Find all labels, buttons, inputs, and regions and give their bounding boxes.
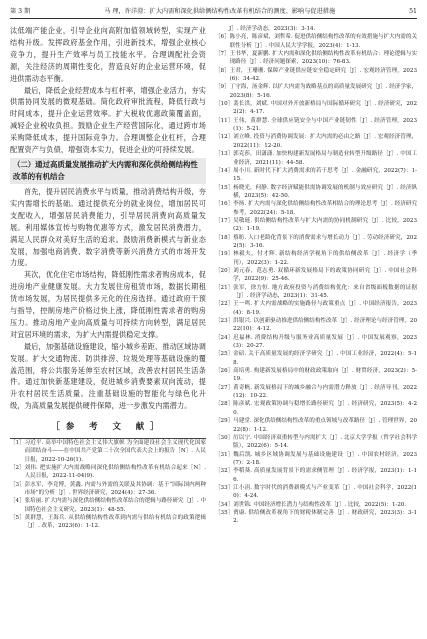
reference-text: 厉以宁. 中国经济双重转型与内需扩大［J］. 北京大学学报（哲学社会科学版），2022(6)：5-14. bbox=[233, 434, 417, 450]
reference-text: 江小涓. 数字时代的消费新模式与产业变革［J］. 中国社会科学，2022(10)：4-24. bbox=[233, 484, 417, 500]
reference-item bbox=[215, 234, 417, 251]
reference-number: ［9］ bbox=[215, 84, 230, 91]
reference-text: 王君，王珊珊. 保障产业链供应链安全稳定研究［J］. 宏观经济管理，2023(6)：34-42. bbox=[229, 67, 417, 83]
reference-number: ［3］ bbox=[10, 481, 25, 488]
page-number: 51 bbox=[409, 8, 417, 15]
reference-item bbox=[215, 467, 417, 484]
reference-text: 蔡昉. 人口老龄化背景下的消费需求与增长动力［J］. 劳动经济研究，2022(5)：3-16. bbox=[233, 234, 417, 249]
reference-text: 彭水军，李竞博，黄鑫. 内需与外需的关联及其协调：基于“国际国内两种市场”的分析［J］. 世界经济研究，2024(4)：27-36. bbox=[24, 481, 206, 496]
reference-item bbox=[215, 250, 417, 267]
reference-number: ［5］ bbox=[10, 514, 25, 521]
reference-number: ［27］ bbox=[215, 384, 234, 391]
paragraph: 其次，优化住宅市场结构，降低刚性需求者购房成本，促进房地产业健康发展。大力发展住房租赁市场，数据长期租赁市场发展，为居民提供多元化的住房选择。通过政府干预与指导，控制房地产价格过快上涨，降低刚性需求者的购房压力。推动房地产业向高质量与可持续方向转型，满足居民对宜居环境的需求，为扩大内需提供稳定支撑。 bbox=[10, 270, 206, 339]
reference-number: ［2］ bbox=[10, 465, 25, 472]
reference-item bbox=[10, 481, 206, 498]
reference-item bbox=[215, 217, 417, 234]
reference-number: ［35］ bbox=[215, 509, 234, 516]
reference-item bbox=[10, 464, 206, 481]
reference-text: 丁守海，汤金辉. 以扩大内需为战略基点的高质量发展研究［J］. 经济学家，2023(8)：5-16. bbox=[229, 84, 417, 99]
reference-item bbox=[215, 83, 417, 100]
reference-number bbox=[215, 25, 229, 33]
reference-text: 金碚. 关于高质量发展的经济学研究［J］. 中国工业经济，2022(4)：5-18. bbox=[233, 351, 417, 366]
left-column bbox=[10, 25, 206, 530]
references-title: ［参 考 文 献］ bbox=[51, 421, 165, 432]
reference-text: 李扬. 扩大内需与深化供给侧结构性改革相结合的理论思考［J］. 经济研究参考，2022(24)：5-18. bbox=[233, 201, 417, 216]
reference-number: ［18］ bbox=[215, 234, 234, 241]
reference-item bbox=[215, 367, 417, 384]
reference-item bbox=[215, 417, 417, 434]
reference-item bbox=[10, 497, 206, 514]
reference-item bbox=[215, 200, 417, 217]
reference-text: 洪银兴. 以创新驱动推进供给侧结构性改革［J］. 经济理论与经济管理，2022(10)：4-12. bbox=[233, 318, 417, 333]
paragraph: 汰低端产能企业，引导企业向高附加值领域转型，实现产业结构升级。发挥政府基金作用，引进新技术，增强企业核心竞争力，提升生产效率与员工技能水平。合理调配社会资源，关注经济的周期性变化，营造良好的企业运营环境，促进供需动态平衡。 bbox=[10, 26, 206, 83]
reference-text: 周小川. 新时代下扩大消费需求的若干思考［J］. 金融研究，2022(7)：1-15. bbox=[233, 167, 417, 183]
header-rule bbox=[10, 18, 417, 19]
reference-item bbox=[215, 350, 417, 367]
reference-number: ［1］ bbox=[10, 440, 25, 447]
reference-text: 黄奇帆. 新发展格局下的城乡融合与内需潜力释放［J］. 经济导刊，2022(12)：10-22. bbox=[233, 384, 417, 400]
references-list-left bbox=[10, 439, 206, 530]
reference-item bbox=[10, 439, 206, 464]
reference-text: 杨晓光，何静. 数字经济赋能供需协调发展的机制与效应研究［J］. 经济纵横，2023(5)：42-50. bbox=[233, 184, 417, 199]
reference-text: 王一鸣. 扩大内需战略的实施路径与政策重点［J］. 中国经济报告，2023(4)：8-19. bbox=[233, 301, 417, 316]
reference-item bbox=[215, 284, 417, 301]
reference-number: ［13］ bbox=[215, 151, 234, 158]
reference-item bbox=[215, 300, 417, 317]
section-subheading: （二）通过高质量发展推动扩大内需和深化供给侧结构性改革的有机结合 bbox=[10, 158, 206, 184]
reference-item bbox=[215, 67, 417, 84]
reference-item bbox=[215, 384, 417, 401]
reference-text: 郭克莎，田潇潇. 加快构建新发展格局与制造业转型升级路径［J］. 中国工业经济，2021(11)：44-58. bbox=[233, 151, 417, 166]
reference-item bbox=[10, 514, 206, 531]
reference-number: ［12］ bbox=[215, 134, 234, 141]
reference-number: ［28］ bbox=[215, 401, 234, 408]
reference-number: ［32］ bbox=[215, 468, 234, 475]
reference-item bbox=[215, 267, 417, 284]
reference-text: 刘元春，范志勇. 双循环新发展格局下的政策协同研究［J］. 中国社会科学，2022(9)：25-46. bbox=[233, 267, 417, 283]
right-column bbox=[215, 25, 417, 530]
reference-item bbox=[215, 317, 417, 334]
reference-number: ［14］ bbox=[215, 167, 234, 174]
reference-text: 习近平. 高举中国特色社会主义伟大旗帜 为全面建设社会主义现代化国家而团结奋斗——在中国共产党第二十次全国代表大会上的报告［N］. 人民日报，2022-10-26(1). bbox=[24, 440, 206, 463]
reference-text: 贾康. 供给侧改革视角下的财税体制完善［J］. 财政研究，2023(3)：3-12. bbox=[233, 509, 417, 525]
reference-number: ［31］ bbox=[215, 451, 234, 458]
reference-text: 裴长洪，刘斌. 中国对外开放新格局与国际循环研究［J］. 经济研究，2022(2)：4-17. bbox=[233, 101, 417, 116]
reference-text: 迟福林. 消费结构升级与服务业高质量发展［J］. 中国发展观察，2023(3)：20-27. bbox=[233, 334, 417, 350]
running-header bbox=[10, 6, 417, 17]
reference-number: ［7］ bbox=[215, 51, 230, 58]
reference-text: 黄群慧，王海兵. 从供给侧结构性改革到内需与供给有机结合的政策逻辑［J］. 改革，2023(6)：1-12. bbox=[24, 514, 206, 530]
reference-number: ［16］ bbox=[215, 201, 234, 208]
reference-item bbox=[215, 451, 417, 468]
reference-item bbox=[215, 133, 417, 150]
paragraph: 首先，提升居民消费水平与质量，推动消费结构升级，夯实内需增长的基础。通过提供充分的就业岗位，增加居民可支配收入，增强居民消费能力，引导居民消费向高质量发展。利用媒体宣传与购物优惠等方式，激发居民消费潜力，满足人民群众对美好生活的追求。鼓励消费新模式与新业态发展，加强电商消费、数字消费等新兴消费方式的市场开发力度。 bbox=[10, 186, 206, 268]
references-list-right bbox=[215, 25, 417, 526]
reference-number: ［24］ bbox=[215, 334, 234, 341]
reference-number: ［22］ bbox=[215, 301, 234, 308]
reference-text: 魏后凯. 城乡区域协调发展与基础设施建设［J］. 中国农村经济，2023(7)：2-18. bbox=[233, 451, 417, 466]
body-columns bbox=[10, 25, 417, 530]
reference-number: ［4］ bbox=[10, 498, 25, 505]
reference-item bbox=[215, 484, 417, 501]
reference-item bbox=[215, 117, 417, 134]
reference-item bbox=[215, 334, 417, 351]
reference-text: 王书华，夏新鹏. 扩大内需和深化供给侧结构性改革有机结合：理论逻辑与实现路径［J］. 经济问题探索，2023(10)：76-83. bbox=[229, 51, 417, 66]
reference-text: 张军，徐力恒. 地方政府投资与消费结构优化：来自省级面板数据的证据［J］. 经济学动态，2023(1)：31-45. bbox=[233, 284, 417, 299]
reference-number: ［8］ bbox=[215, 67, 230, 74]
reference-number: ［30］ bbox=[215, 434, 234, 441]
reference-text: 李稻葵. 高质量发展背景下的需求侧管理［J］. 经济学报，2023(1)：1-16. bbox=[233, 468, 417, 483]
reference-number: ［6］ bbox=[215, 34, 230, 41]
reference-number: ［17］ bbox=[215, 217, 234, 224]
reference-text: 刘世锦. 中国经济增长潜力与结构性改革［J］. 比较，2022(5)：1-20. bbox=[233, 501, 407, 508]
reference-text: 陈小亮，陈彦斌，刘哲希. 促进供给侧结构性改革的有效措施与扩大内需的关联性分析［J］. 中国人民大学学报，2023(4)：1-13. bbox=[229, 34, 417, 49]
reference-text: 马建堂. 深化供给侧结构性改革的重点领域与改革路径［J］. 管理世界，2022(8)：1-12. bbox=[233, 418, 417, 433]
reference-text: 刘立峰. 投资与消费协调发展：扩大内需的必由之路［J］. 宏观经济管理，2022(11)：12-20. bbox=[233, 134, 417, 149]
reference-text: 林毅夫，付才辉. 新结构经济学视角下的供给侧改革［J］. 经济学（季刊），2022(3)：1-22. bbox=[233, 251, 417, 266]
reference-text: 张培丽. 扩大内需与深化供给侧结构性改革结合的逻辑与路径研究［J］. 中国特色社会主义研究，2023(1)：48-55. bbox=[24, 498, 206, 513]
reference-text: 刘伟. 把实施扩大内需战略同深化供给侧结构性改革有机结合起来［N］. 人民日报，2022-11-04(9). bbox=[24, 465, 206, 480]
reference-number: ［19］ bbox=[215, 251, 234, 258]
reference-text: 王伟，黄群慧. 全球供应链安全与中国产业链韧性［J］. 经济管理，2023(1)：5-21. bbox=[233, 117, 417, 133]
reference-number: ［23］ bbox=[215, 318, 234, 325]
reference-item bbox=[215, 400, 417, 417]
reference-number: ［25］ bbox=[215, 351, 234, 358]
reference-number: ［11］ bbox=[215, 117, 234, 124]
reference-text: 吴敬琏. 供给侧结构性改革与扩大内需的协同机制研究［J］. 比较，2023(2)：1-19. bbox=[233, 217, 417, 233]
paragraph: 最后，加强基础设施建设，缩小城乡差距、推动区域协调发展。扩大交通物流、防洪排涝、垃圾处理等基础设施的覆盖范围，将公共服务延伸至农村区域，改善农村居民生活条件。通过加快新基建建设，促进城乡消费要素双向流动，提升农村居民生活质量。注重基础设施的智能化与绿色化升级，为高质量发展提供硬件保障，进一步激发内需潜力。 bbox=[10, 341, 206, 411]
reference-item bbox=[215, 100, 417, 117]
running-title: 马 理，许洋澄：扩大内需和深化供给侧结构性改革有机结合的测度、影响与促进措施 bbox=[104, 8, 336, 15]
reference-number: ［34］ bbox=[215, 501, 234, 508]
reference-item bbox=[215, 167, 417, 184]
reference-text: J］. 经济学动态，2023(3)：3-14. bbox=[229, 26, 316, 32]
reference-number: ［15］ bbox=[215, 184, 234, 191]
reference-item bbox=[215, 50, 417, 67]
reference-text: 高培勇. 构建新发展格局中的财政政策取向［J］. 财贸经济，2023(2)：5-19. bbox=[233, 368, 417, 383]
reference-number: ［26］ bbox=[215, 368, 234, 375]
issue-number: 第 3 期 bbox=[10, 8, 31, 15]
reference-item bbox=[215, 509, 417, 526]
reference-item bbox=[215, 33, 417, 50]
reference-item bbox=[215, 25, 417, 33]
paragraph: 最后，降低企业经营成本与杠杆率，增强企业活力，夯实供需协同发展的微观基础。简化政府审批流程，降低行政与时间成本，提升企业运营效率。扩大税收优惠政策覆盖面，减轻企业税收负担。鼓励企业生产经营国际化，通过跨市场采购降低成本，提升国际竞争力。合理调整企业杠杆，合理配置资产与负债，增强资本实力，促进企业的可持续发展。 bbox=[10, 85, 206, 155]
reference-item bbox=[215, 501, 417, 509]
reference-item bbox=[215, 434, 417, 451]
reference-number: ［10］ bbox=[215, 101, 234, 108]
reference-number: ［33］ bbox=[215, 484, 234, 491]
reference-number: ［29］ bbox=[215, 418, 234, 425]
reference-text: 陈彦斌. 宏观政策协调与稳增长路径研究［J］. 经济研究，2023(5)：4-20. bbox=[233, 401, 417, 416]
reference-number: ［21］ bbox=[215, 284, 234, 291]
reference-item bbox=[215, 184, 417, 201]
reference-item bbox=[215, 150, 417, 167]
reference-number: ［20］ bbox=[215, 267, 234, 274]
